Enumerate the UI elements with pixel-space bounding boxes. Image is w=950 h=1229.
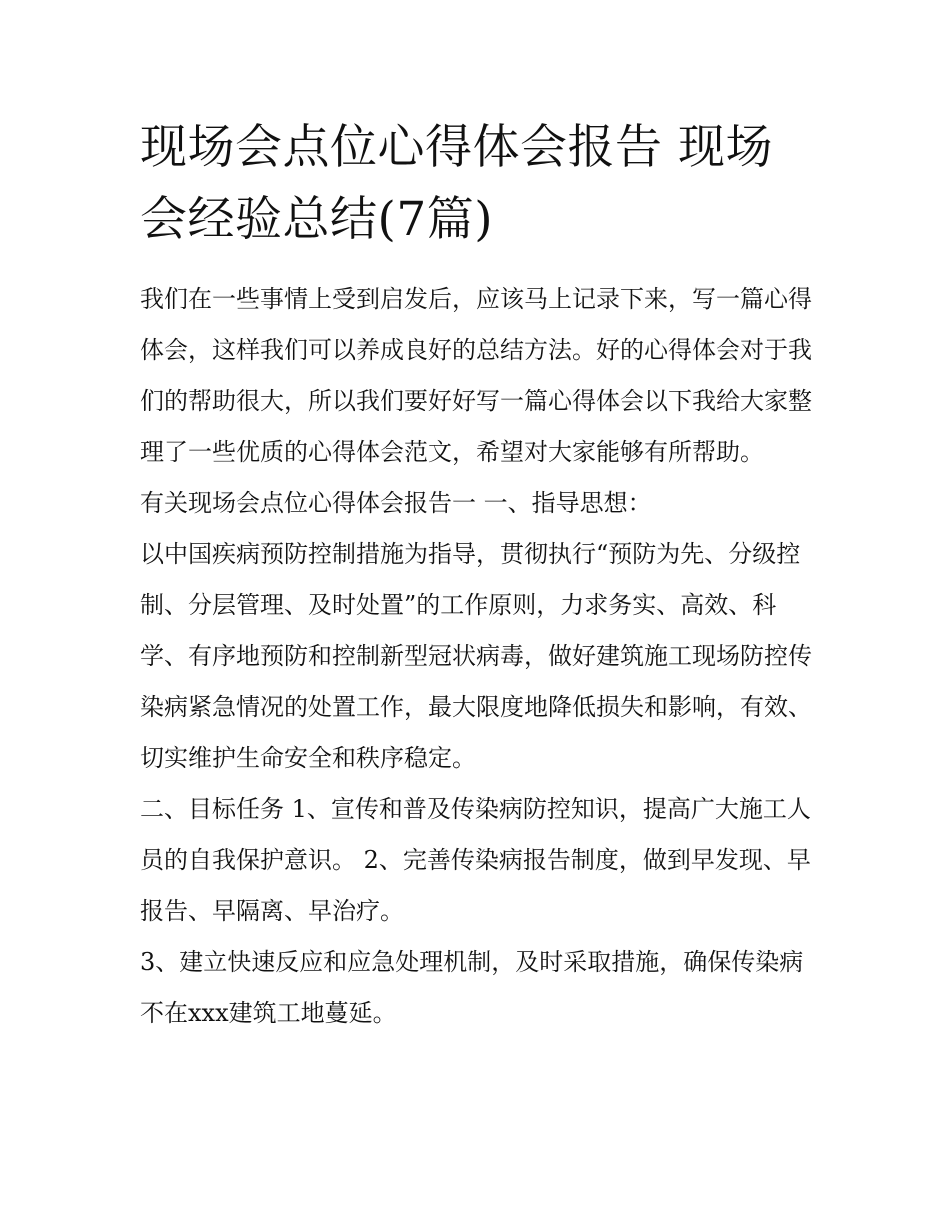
document-body: [140, 112, 820, 1039]
section-heading-guiding-ideology: 有关现场会点位心得体会报告一 一、指导思想：: [140, 489, 652, 517]
response-mechanism-paragraph: 3、建立快速反应和应急处理机制，及时采取措施，确保传染病不在xxx建筑工地蔓延。: [140, 948, 804, 1027]
objectives-paragraph: 二、目标任务 1、宣传和普及传染病防控知识，提高广大施工人员的自我保护意识。 2、完善传染病报告制度，做到早发现、早报告、早隔离、早治疗。: [140, 795, 811, 925]
document-title: 现场会点位心得体会报告 现场会经验总结(7篇): [140, 120, 773, 247]
intro-paragraph: 我们在一些事情上受到启发后，应该马上记录下来，写一篇心得体会，这样我们可以养成良好的总结方法。好的心得体会对于我们的帮助很大，所以我们要好好写一篇心得体会以下我给大家整理了一些优质的心得体会范文，希望对大家能够有所帮助。: [140, 285, 812, 466]
guiding-ideology-paragraph: 以中国疾病预防控制措施为指导，贯彻执行“预防为先、分级控制、分层管理、及时处置”的工作原则，力求务实、高效、科学、有序地预防和控制新型冠状病毒，做好建筑施工现场防控传染病紧急情况的处置工作，最大限度地降低损失和影响，有效、切实维护生命安全和秩序稳定。: [140, 540, 812, 772]
